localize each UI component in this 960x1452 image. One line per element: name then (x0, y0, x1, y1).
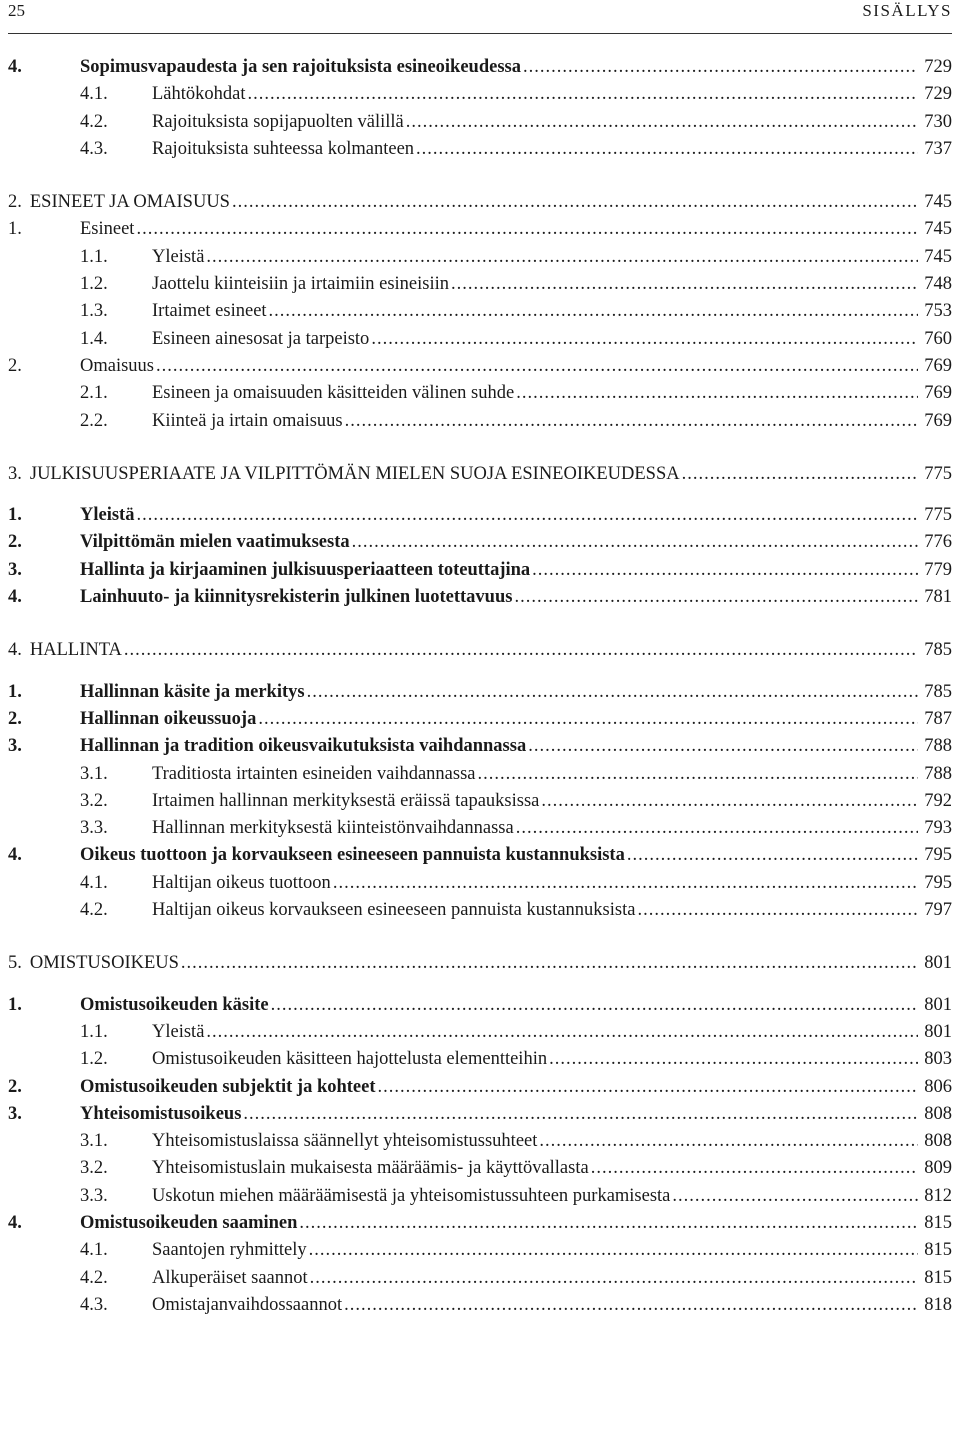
toc-entry-number: 2. (8, 355, 22, 376)
toc-entry-number: 1. (8, 994, 22, 1015)
toc-row[interactable] (8, 244, 952, 271)
toc-entry-number: 4.1. (80, 84, 108, 105)
dot-leader (406, 109, 918, 136)
toc-entry-page: 769 (924, 355, 952, 376)
toc-entry-number: 4. (8, 640, 22, 661)
toc-row[interactable] (8, 298, 952, 325)
toc-entry-title: Lainhuuto- ja kiinnitysrekisterin julkinen luotettavuus (80, 587, 513, 608)
running-section-title: SISÄLLYS (862, 1, 952, 20)
toc-entry-number: 4. (8, 587, 22, 608)
dot-leader (136, 216, 918, 243)
toc-entry-number: 2.2. (80, 410, 108, 431)
toc-entry-title: Omistajanvaihdossaannot (152, 1294, 343, 1315)
toc-row[interactable] (8, 271, 952, 298)
toc-entry-page: 729 (924, 84, 952, 105)
toc-entry-page: 775 (924, 463, 952, 484)
toc-entry-title: Yleistä (152, 246, 205, 267)
toc-entry-number: 4. (8, 57, 22, 77)
toc-entry-page: 737 (924, 138, 952, 159)
toc-entry-number: 3.3. (80, 818, 108, 839)
toc-entry-page: 785 (924, 681, 952, 702)
toc-entry-title: Esineen ja omaisuuden käsitteiden välinen suhde (152, 383, 515, 404)
table-of-contents (8, 54, 952, 1319)
toc-entry-title: JULKISUUSPERIAATE JA VILPITTÖMÄN MIELEN SUOJA ESINEOIKEUDESSA (29, 463, 680, 484)
toc-entry-number: 4.3. (80, 1294, 108, 1315)
dot-leader (310, 1265, 918, 1292)
dot-leader (539, 1128, 918, 1155)
dot-leader (299, 1210, 918, 1237)
toc-entry-title: Saantojen ryhmittely (152, 1240, 307, 1261)
toc-entry-number: 1.2. (80, 274, 108, 295)
toc-entry-number: 3.2. (80, 1158, 108, 1179)
toc-entry-page: 760 (924, 328, 952, 349)
toc-entry-page: 815 (924, 1240, 952, 1261)
toc-row[interactable] (8, 216, 952, 243)
dot-leader (156, 353, 918, 380)
toc-entry-title: Hallinta ja kirjaaminen julkisuusperiaatteen toteuttajina (80, 559, 531, 580)
toc-entry-number: 1.4. (80, 328, 108, 349)
toc-entry-page: 815 (924, 1212, 952, 1233)
toc-entry-title: Omistusoikeuden saaminen (80, 1212, 298, 1233)
toc-entry-page: 775 (924, 505, 952, 526)
toc-row[interactable] (8, 992, 952, 1019)
dot-leader (549, 1046, 918, 1073)
toc-entry-title: Rajoituksista sopijapuolten välillä (152, 111, 404, 132)
toc-entry-title: Haltijan oikeus korvaukseen esineeseen pannuista kustannuksista (152, 900, 636, 921)
dot-leader (523, 54, 918, 81)
toc-entry-title: Irtaimet esineet (152, 301, 267, 322)
dot-leader (682, 461, 918, 488)
toc-entry-number: 3.3. (80, 1185, 108, 1206)
toc-entry-number: 2. (8, 532, 22, 553)
toc-row[interactable] (8, 733, 952, 760)
toc-entry-page: 801 (924, 953, 952, 974)
dot-leader (371, 326, 918, 353)
toc-entry-page: 795 (924, 872, 952, 893)
toc-entry-page: 797 (924, 900, 952, 921)
toc-entry-number: 4.1. (80, 1240, 108, 1261)
toc-entry-title: Rajoituksista suhteessa kolmanteen (152, 138, 415, 159)
dot-leader (532, 557, 918, 584)
toc-row[interactable] (8, 1210, 952, 1237)
toc-entry-title: Yhteisomistusoikeus (80, 1103, 242, 1124)
toc-entry-page: 769 (924, 383, 952, 404)
dot-leader (206, 1019, 918, 1046)
toc-entry-title: OMISTUSOIKEUS (29, 953, 179, 974)
dot-leader (672, 1183, 918, 1210)
toc-entry-number: 1.2. (80, 1049, 108, 1070)
toc-entry-page: 801 (924, 1021, 952, 1042)
toc-entry-number: 4.3. (80, 138, 108, 159)
toc-entry-title: Hallinnan ja tradition oikeusvaikutuksista vaihdannassa (80, 736, 527, 757)
toc-entry-number: 4.2. (80, 900, 108, 921)
dot-leader (451, 271, 918, 298)
toc-entry-page: 815 (924, 1267, 952, 1288)
header-divider (8, 33, 952, 34)
toc-entry-title: Yleistä (80, 505, 135, 526)
toc-entry-number: 4. (8, 1212, 22, 1233)
page-header (0, 0, 960, 24)
toc-entry-page: 792 (924, 790, 952, 811)
toc-row[interactable] (8, 557, 952, 584)
toc-entry-title: Lähtökohdat (152, 84, 246, 105)
toc-entry-page: 787 (924, 708, 952, 729)
toc-row[interactable] (8, 761, 952, 788)
toc-entry-title: Hallinnan merkityksestä kiinteistönvaihdannassa (152, 818, 514, 839)
toc-entry-title: ESINEET JA OMAISUUS (29, 192, 230, 213)
toc-row[interactable] (8, 842, 952, 869)
toc-row[interactable] (8, 1183, 952, 1210)
toc-row[interactable] (8, 788, 952, 815)
dot-leader (516, 380, 918, 407)
toc-row[interactable] (8, 584, 952, 611)
toc-entry-number: 1. (8, 505, 22, 526)
dot-leader (307, 679, 918, 706)
toc-entry-title: Haltijan oikeus tuottoon (152, 872, 331, 893)
toc-entry-title: Esineet (80, 219, 135, 240)
toc-chapter-row[interactable] (8, 637, 952, 664)
toc-entry-number: 4. (8, 845, 22, 866)
toc-entry-title: Vilpittömän mielen vaatimuksesta (80, 532, 350, 553)
toc-entry-title: Yleistä (152, 1021, 205, 1042)
toc-row[interactable] (8, 897, 952, 924)
dot-leader (181, 950, 918, 977)
dot-leader (136, 502, 918, 529)
toc-row[interactable] (8, 326, 952, 353)
toc-entry-number: 3. (8, 463, 22, 484)
toc-row[interactable] (8, 1074, 952, 1101)
toc-entry-page: 788 (924, 736, 952, 757)
toc-entry-title: Uskotun miehen määräämisestä ja yhteisomistussuhteen purkamisesta (152, 1185, 671, 1206)
toc-entry-title: Sopimusvapaudesta ja sen rajoituksista esineoikeudessa (80, 57, 521, 77)
toc-entry-number: 1. (8, 681, 22, 702)
toc-row[interactable] (8, 1265, 952, 1292)
toc-row[interactable] (8, 136, 952, 163)
toc-row[interactable] (8, 380, 952, 407)
toc-entry-title: HALLINTA (29, 640, 122, 661)
toc-row[interactable] (8, 1101, 952, 1128)
toc-entry-title: Jaottelu kiinteisiin ja irtaimiin esineisiin (152, 274, 449, 295)
toc-row[interactable] (8, 353, 952, 380)
dot-leader (124, 637, 918, 664)
toc-row[interactable] (8, 1046, 952, 1073)
toc-row[interactable] (8, 870, 952, 897)
toc-entry-page: 781 (924, 587, 952, 608)
dot-leader (344, 1292, 918, 1319)
dot-leader (627, 842, 918, 869)
toc-entry-number: 1.3. (80, 301, 108, 322)
toc-chapter-row[interactable] (8, 189, 952, 216)
toc-entry-number: 1.1. (80, 246, 108, 267)
toc-entry-title: Omistusoikeuden subjektit ja kohteet (80, 1076, 376, 1097)
toc-entry-number: 3.1. (80, 1131, 108, 1152)
toc-entry-title: Yhteisomistuslain mukaisesta määräämis- ja käyttövallasta (152, 1158, 589, 1179)
toc-entry-page: 806 (924, 1076, 952, 1097)
dot-leader (232, 189, 918, 216)
dot-leader (514, 584, 918, 611)
toc-entry-number: 3.1. (80, 763, 108, 784)
toc-row[interactable] (8, 1292, 952, 1319)
toc-entry-number: 4.1. (80, 872, 108, 893)
dot-leader (541, 788, 918, 815)
toc-entry-page: 788 (924, 763, 952, 784)
toc-row[interactable] (8, 1128, 952, 1155)
toc-entry-page: 745 (924, 192, 952, 213)
dot-leader (516, 815, 918, 842)
dot-leader (378, 1074, 918, 1101)
dot-leader (345, 408, 918, 435)
toc-entry-page: 808 (924, 1103, 952, 1124)
toc-row[interactable] (8, 1237, 952, 1264)
toc-entry-title: Hallinnan käsite ja merkitys (80, 681, 305, 702)
toc-chapter-row[interactable] (8, 461, 952, 488)
toc-entry-page: 812 (924, 1185, 952, 1206)
toc-entry-title: Omaisuus (80, 355, 154, 376)
toc-entry-number: 1.1. (80, 1021, 108, 1042)
toc-entry-number: 2. (8, 192, 22, 213)
toc-row[interactable] (8, 408, 952, 435)
dot-leader (333, 870, 918, 897)
toc-entry-page: 808 (924, 1131, 952, 1152)
toc-row[interactable] (8, 529, 952, 556)
toc-entry-page: 803 (924, 1049, 952, 1070)
toc-entry-page: 753 (924, 301, 952, 322)
toc-entry-number: 2.1. (80, 383, 108, 404)
toc-entry-number: 1. (8, 219, 22, 240)
toc-entry-page: 793 (924, 818, 952, 839)
dot-leader (269, 298, 918, 325)
toc-entry-page: 779 (924, 559, 952, 580)
dot-leader (243, 1101, 918, 1128)
toc-entry-page: 776 (924, 532, 952, 553)
toc-row[interactable] (8, 502, 952, 529)
dot-leader (309, 1237, 918, 1264)
toc-entry-title: Traditiosta irtainten esineiden vaihdannassa (152, 763, 476, 784)
toc-entry-page: 785 (924, 640, 952, 661)
page-number: 25 (8, 1, 25, 20)
dot-leader (591, 1155, 918, 1182)
toc-entry-title: Esineen ainesosat ja tarpeisto (152, 328, 370, 349)
toc-entry-title: Oikeus tuottoon ja korvaukseen esineeseen pannuista kustannuksista (80, 845, 625, 866)
toc-row[interactable] (8, 109, 952, 136)
toc-entry-number: 4.2. (80, 1267, 108, 1288)
toc-row[interactable] (8, 1155, 952, 1182)
toc-entry-page: 745 (924, 219, 952, 240)
dot-leader (271, 992, 918, 1019)
toc-entry-number: 3. (8, 559, 22, 580)
dot-leader (478, 761, 918, 788)
toc-entry-page: 809 (924, 1158, 952, 1179)
toc-row[interactable] (8, 1019, 952, 1046)
toc-entry-page: 769 (924, 410, 952, 431)
dot-leader (258, 706, 918, 733)
toc-entry-title: Hallinnan oikeussuoja (80, 708, 257, 729)
dot-leader (416, 136, 918, 163)
toc-entry-page: 729 (924, 57, 952, 77)
toc-entry-title: Irtaimen hallinnan merkityksestä eräissä tapauksissa (152, 790, 540, 811)
toc-entry-page: 801 (924, 994, 952, 1015)
toc-entry-page: 795 (924, 845, 952, 866)
toc-entry-number: 3.2. (80, 790, 108, 811)
toc-entry-title: Yhteisomistuslaissa säännellyt yhteisomistussuhteet (152, 1131, 538, 1152)
toc-row[interactable] (8, 706, 952, 733)
toc-entry-number: 5. (8, 953, 22, 974)
toc-row[interactable] (8, 54, 952, 81)
toc-chapter-row[interactable] (8, 950, 952, 977)
dot-leader (528, 733, 918, 760)
toc-entry-title: Alkuperäiset saannot (152, 1267, 308, 1288)
toc-entry-number: 3. (8, 1103, 22, 1124)
toc-entry-number: 3. (8, 736, 22, 757)
dot-leader (248, 81, 918, 108)
toc-entry-title: Kiinteä ja irtain omaisuus (152, 410, 343, 431)
dot-leader (352, 529, 918, 556)
toc-entry-number: 2. (8, 1076, 22, 1097)
toc-entry-page: 745 (924, 246, 952, 267)
toc-entry-page: 818 (924, 1294, 952, 1315)
toc-row[interactable] (8, 679, 952, 706)
toc-entry-number: 2. (8, 708, 22, 729)
toc-entry-title: Omistusoikeuden käsite (80, 994, 269, 1015)
toc-entry-page: 730 (924, 111, 952, 132)
toc-row[interactable] (8, 81, 952, 108)
dot-leader (637, 897, 918, 924)
toc-row[interactable] (8, 815, 952, 842)
dot-leader (206, 244, 918, 271)
toc-entry-page: 748 (924, 274, 952, 295)
toc-entry-title: Omistusoikeuden käsitteen hajottelusta elementteihin (152, 1049, 548, 1070)
toc-entry-number: 4.2. (80, 111, 108, 132)
